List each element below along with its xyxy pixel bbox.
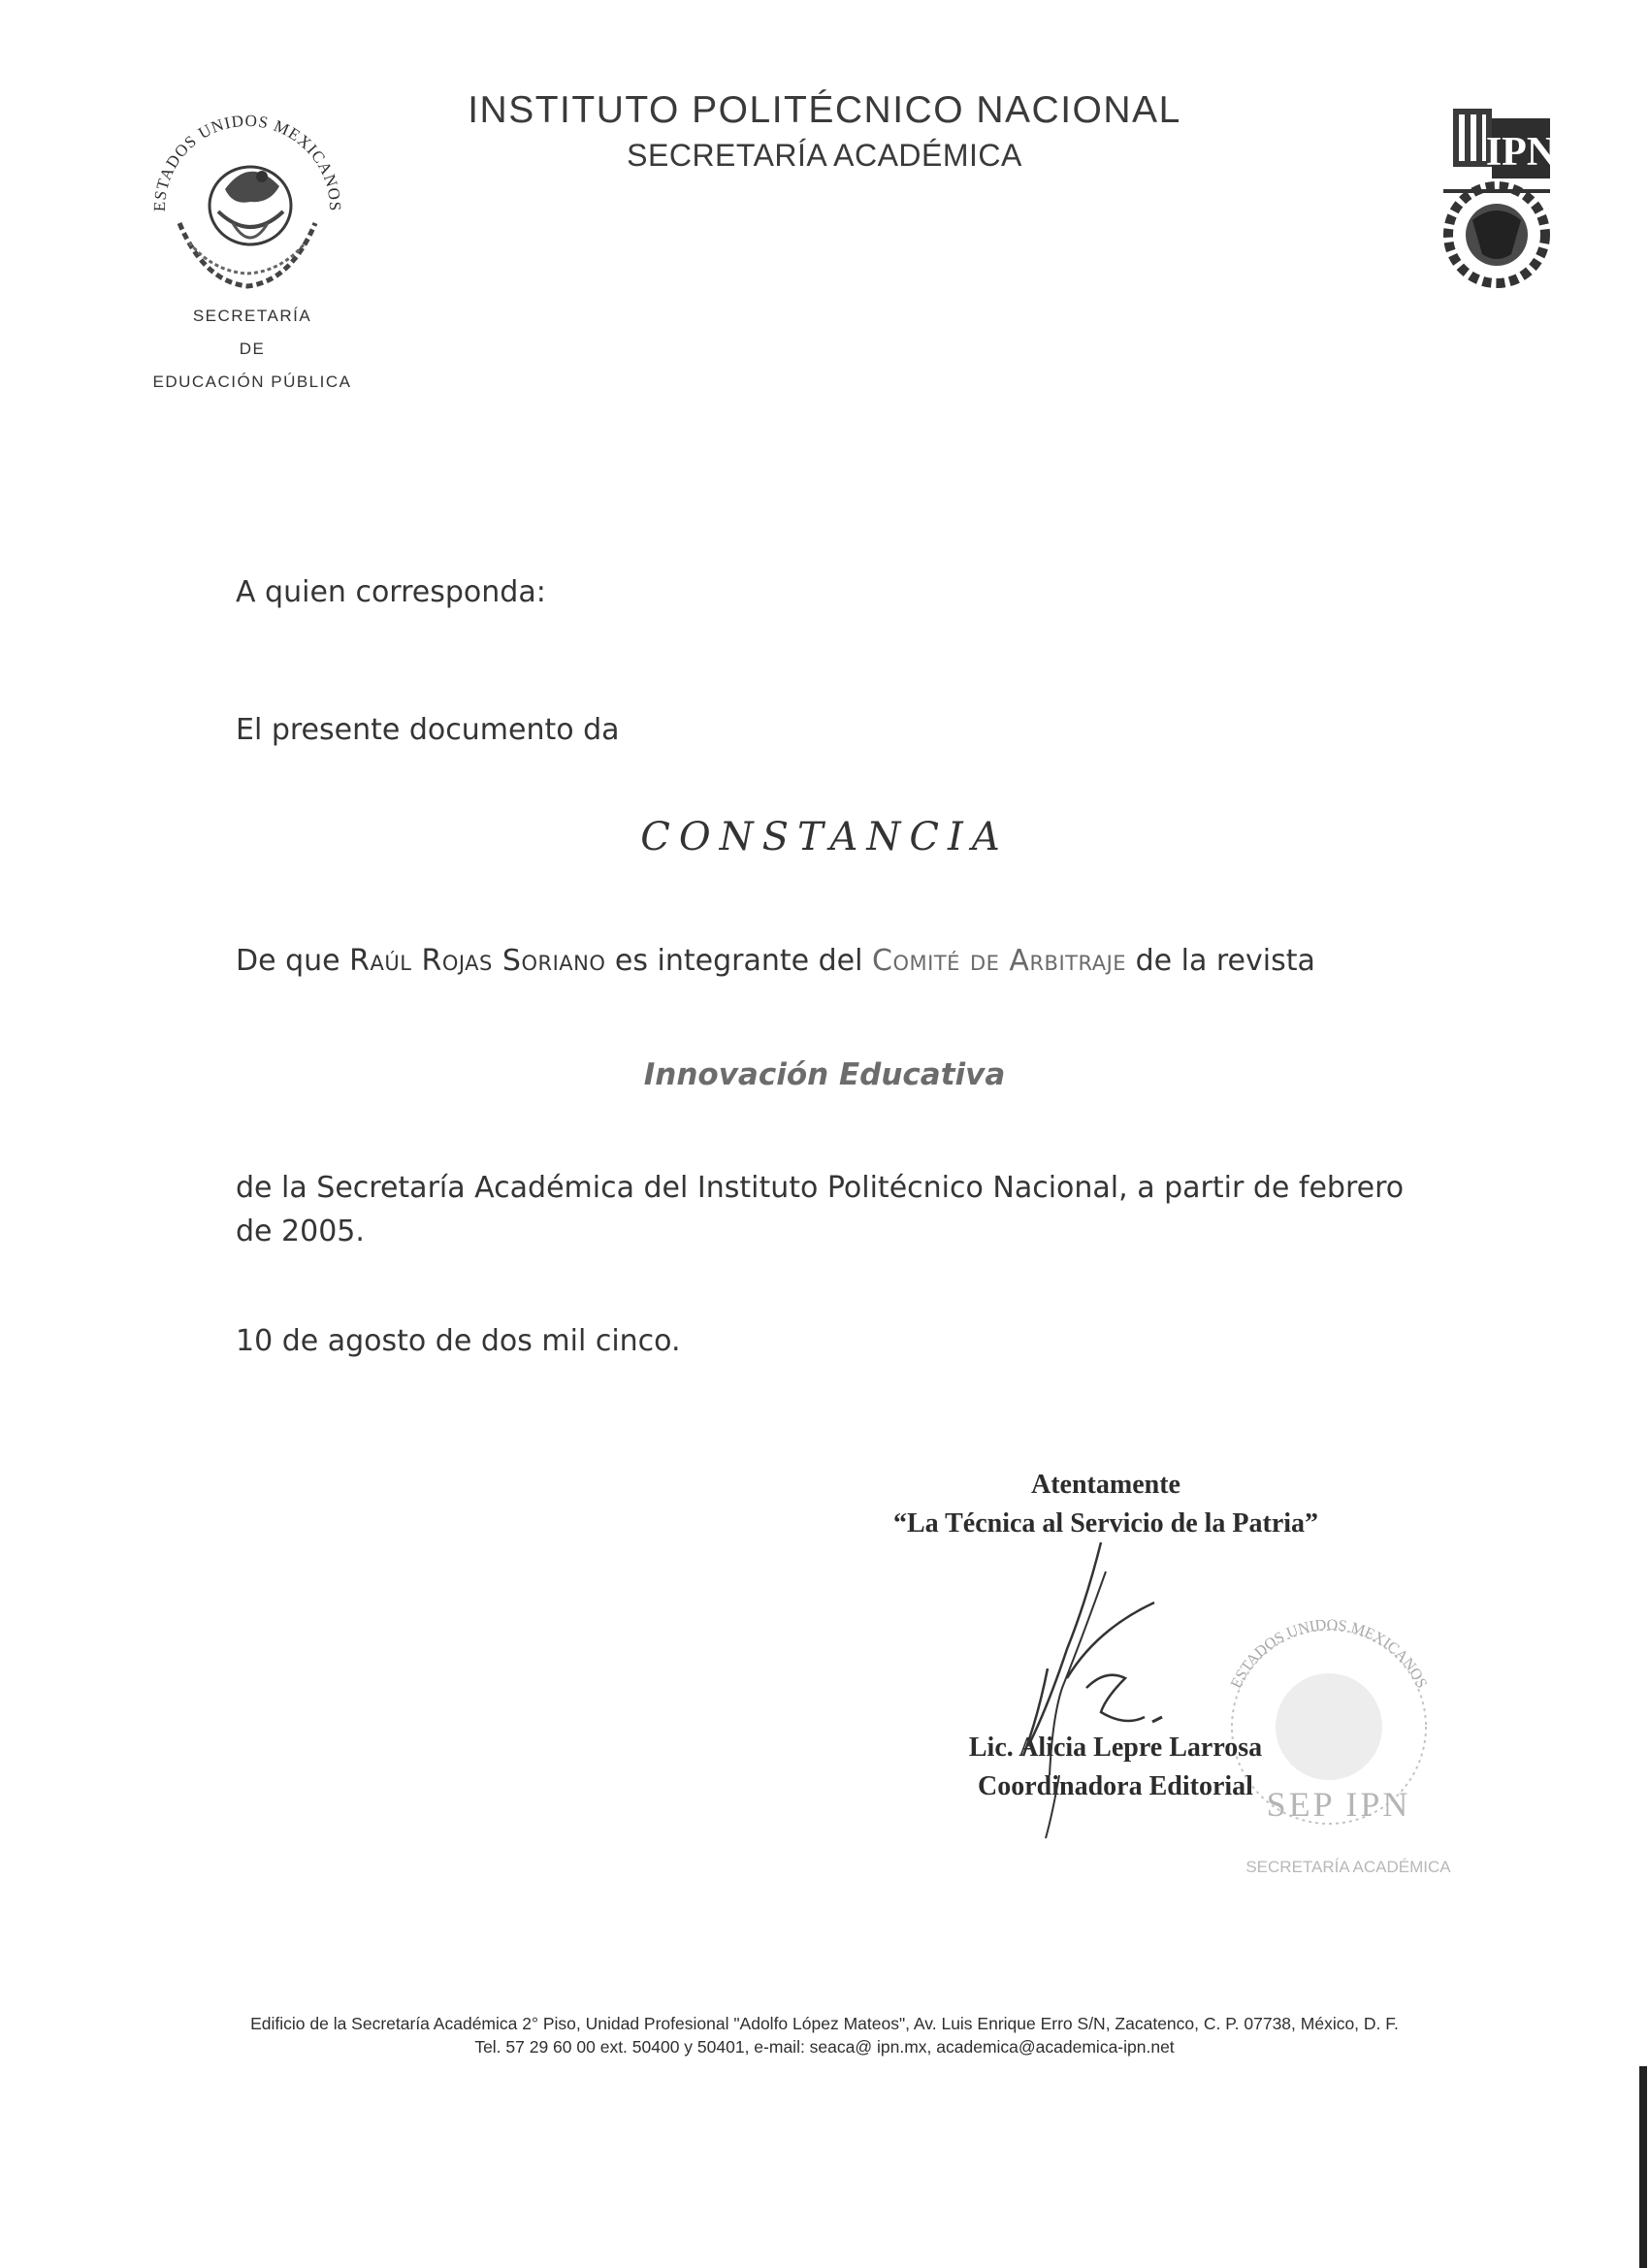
statement-paragraph: [236, 939, 1429, 983]
institutional-motto: “La Técnica al Servicio de la Patria”: [892, 1508, 1319, 1539]
scan-edge: [1639, 2066, 1647, 2268]
statement-middle: es integrante del: [614, 944, 863, 978]
ipn-logo-icon: [1434, 99, 1560, 293]
signer-name: Lic. Alicia Lepre Larrosa: [968, 1733, 1263, 1763]
salutation: A quien corresponda:: [236, 575, 546, 609]
svg-text:ESTADOS UNIDOS MEXICANOS: ESTADOS UNIDOS MEXICANOS: [149, 111, 345, 212]
svg-text:SECRETARÍA ACADÉMICA: SECRETARÍA ACADÉMICA: [1245, 1858, 1451, 1876]
signer-title: Coordinadora Editorial: [978, 1771, 1253, 1801]
institution-paragraph: de la Secretaría Académica del Instituto Politécnico Nacional, a partir de febrero de 2005.: [236, 1171, 1405, 1248]
institution-title: INSTITUTO POLITÉCNICO NACIONAL: [468, 89, 1181, 131]
footer-address: Edificio de la Secretaría Académica 2° Piso, Unidad Profesional "Adolfo López Mateos", Av. Luis Enrique Erro S/N, Zacatenco, C. P. 07738, México, D. F.: [250, 2014, 1399, 2033]
sep-label-line-3: EDUCACIÓN PÚBLICA: [152, 373, 352, 391]
document-date: 10 de agosto de dos mil cinco.: [236, 1324, 681, 1358]
svg-text:IPN: IPN: [1485, 130, 1557, 175]
committee-name: Comité de Arbitraje: [872, 944, 1127, 978]
document-heading: CONSTANCIA: [640, 815, 1009, 859]
statement-prefix: De que: [236, 944, 340, 978]
mexican-coat-of-arms-icon: [136, 97, 359, 301]
journal-title: Innovación Educativa: [643, 1057, 1006, 1092]
person-name: Raúl Rojas Soriano: [349, 944, 606, 978]
closing-text: Atentamente: [1031, 1470, 1180, 1500]
handwritten-signature-icon: [980, 1523, 1203, 1843]
svg-text:SEP IPN: SEP IPN: [1266, 1785, 1411, 1824]
sep-label-line-2: DE: [239, 340, 266, 358]
sep-label-line-1: SECRETARÍA: [192, 307, 312, 325]
statement-suffix: de la revista: [1135, 944, 1315, 978]
footer-contact: Tel. 57 29 60 00 ext. 50400 y 50401, e-mail: seaca@ ipn.mx, academica@academica-ipn.net: [474, 2037, 1175, 2057]
intro-text: El presente documento da: [236, 713, 620, 747]
department-title: SECRETARÍA ACADÉMICA: [627, 138, 1022, 173]
svg-text:ESTADOS UNIDOS MEXICANOS: ESTADOS UNIDOS MEXICANOS: [1227, 1616, 1431, 1692]
